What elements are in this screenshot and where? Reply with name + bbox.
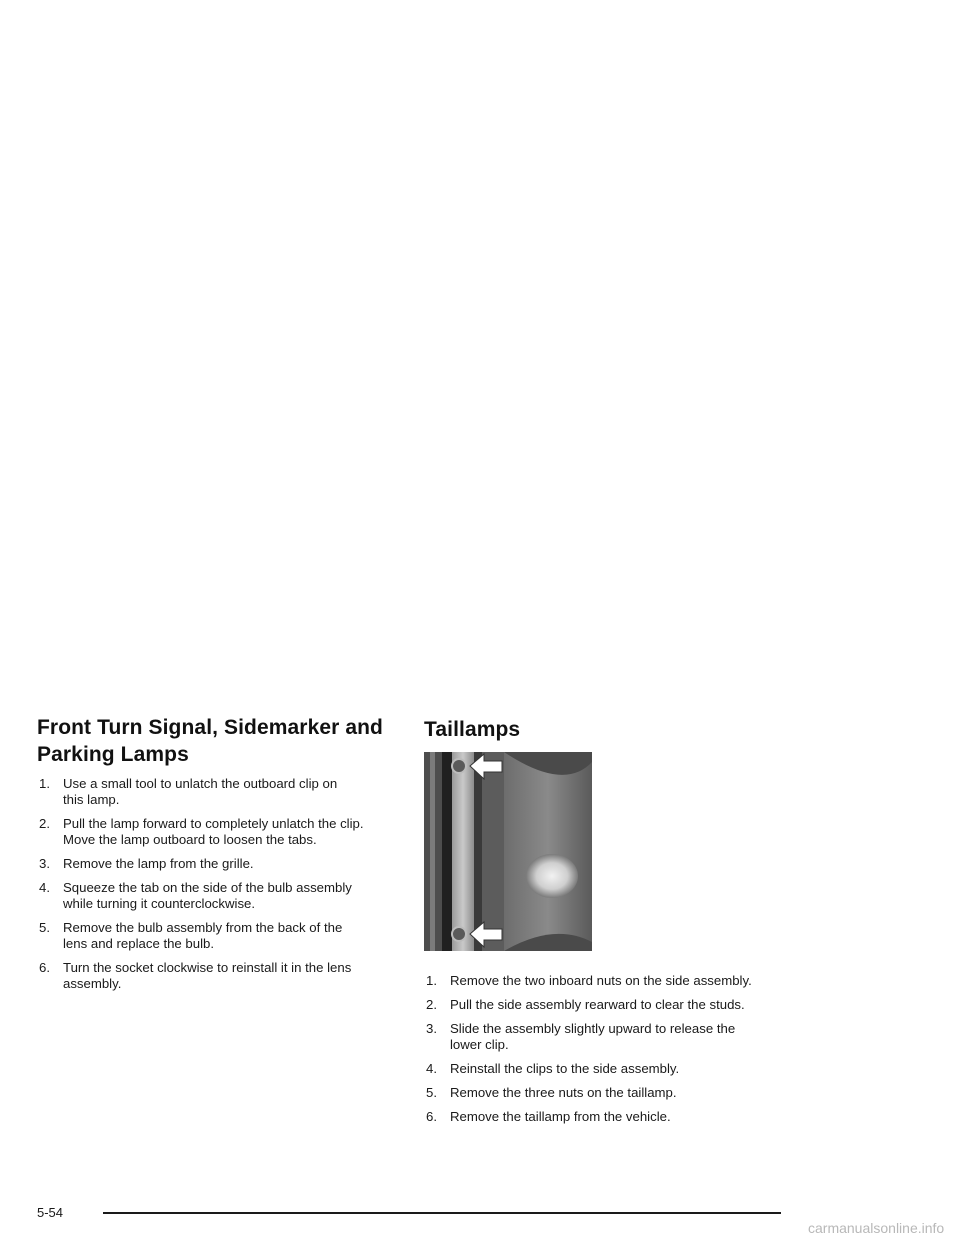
right-column xyxy=(424,716,804,1133)
list-item: 1. Use a small tool to unlatch the outboard clip on this lamp. xyxy=(39,776,338,807)
list-item: 5. Remove the three nuts on the taillamp. xyxy=(426,1085,677,1100)
list-item: 4. Squeeze the tab on the side of the bulb assembly while turning it counterclockwise. xyxy=(39,880,352,911)
watermark: carmanualsonline.info xyxy=(808,1220,945,1236)
footer-divider xyxy=(103,1212,781,1214)
taillamp-photo xyxy=(424,752,592,951)
section-title-front-turn-signal: Front Turn Signal, Sidemarker and Parking Lamps xyxy=(37,716,383,766)
left-column xyxy=(37,714,397,1000)
list-item: 3. Remove the lamp from the grille. xyxy=(39,856,254,871)
list-item: 6. Turn the socket clockwise to reinstall it in the lens assembly. xyxy=(39,960,352,991)
section-title-taillamps: Taillamps xyxy=(424,718,521,741)
list-item: 4. Reinstall the clips to the side assembly. xyxy=(426,1061,680,1076)
right-steps-list xyxy=(424,973,804,1125)
list-item: 6. Remove the taillamp from the vehicle. xyxy=(426,1109,671,1124)
list-item: 3. Slide the assembly slightly upward to release the lower clip. xyxy=(426,1021,736,1052)
list-item: 1. Remove the two inboard nuts on the side assembly. xyxy=(426,973,752,988)
page-number: 5-54 xyxy=(37,1205,64,1220)
left-steps-list xyxy=(37,776,397,992)
list-item: 2. Pull the side assembly rearward to clear the studs. xyxy=(426,997,745,1012)
list-item: 5. Remove the bulb assembly from the back of the lens and replace the bulb. xyxy=(39,920,343,951)
list-item: 2. Pull the lamp forward to completely unlatch the clip. Move the lamp outboard to loosen the tabs. xyxy=(39,816,364,847)
